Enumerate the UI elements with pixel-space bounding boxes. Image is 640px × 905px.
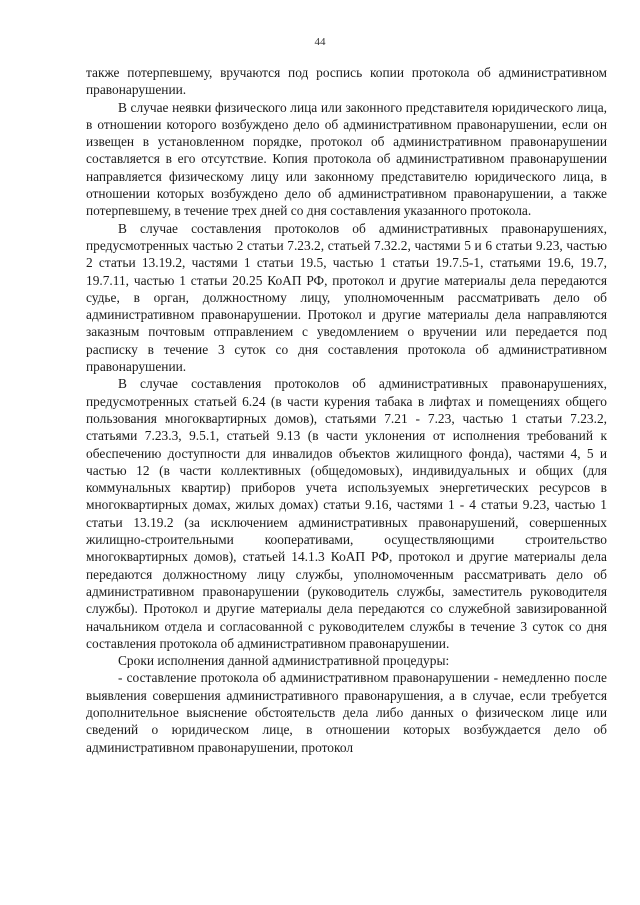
paragraph-absence-of-individual: В случае неявки физического лица или законного представителя юридического лица, в отношении которого возбуждено дело об административном правонарушении, если он извещен в установленном порядке, протокол об административном правонарушении составляется в его отсутствие. Копия протокола об административном правонарушении направляется физическому лицу или законному представителю юридического лица, в отношении которых возбуждено дело об административном правонарушении, а также потерпевшему, в течение трех дней со дня составления указанного протокола. xyxy=(86,99,607,219)
paragraph-continuation: также потерпевшему, вручаются под роспись копии протокола об административном правонарушении. xyxy=(86,65,607,98)
document-body xyxy=(86,64,607,756)
paragraph-protocols-to-service-official: В случае составления протоколов об административных правонарушениях, предусмотренных статьей 6.24 (в части курения табака в лифтах и помещениях общего пользования многоквартирных домов), статьями 7.21 - 7.23, частью 1 статьи 7.23.2, статьями 7.23.3, 9.5.1, статьей 9.13 (в части уклонения от исполнения требований к обеспечению доступности для инвалидов объектов жилищного фонда), частями 4, 5 и частью 12 (в части коллективных (общедомовых), индивидуальных и общих (для коммунальных квартир) приборов учета используемых энергетических ресурсов в многоквартирных домах, жилых домах) статьи 9.16, частями 1 - 4 статьи 9.23, частью 1 статьи 13.19.2 (за исключением административных правонарушений, совершенных жилищно-строительными кооперативами, осуществляющими строительство многоквартирных домов), статьей 14.1.3 КоАП РФ, протокол и другие материалы дела передаются должностному лицу службы, уполномоченным рассматривать дело об административном правонарушении (руководитель службы, заместитель руководителя службы). Протокол и другие материалы дела передаются со служебной завизированной начальником отдела и согласованной с руководителем службы в течение 3 суток со дня составления протокола об административном правонарушении. xyxy=(86,376,607,651)
page-number: 44 xyxy=(314,36,326,48)
paragraph-deadline-item: - составление протокола об административном правонарушении - немедленно после выявления совершения административного правонарушения, а в случае, если требуется дополнительное выяснение обстоятельств дела либо данных о физическом лице или сведений о юридическом лице, в отношении которых возбуждается дело об административном правонарушении, протокол xyxy=(86,670,607,755)
paragraph-protocols-to-court: В случае составления протоколов об административных правонарушениях, предусмотренных частью 2 статьи 7.23.2, статьей 7.32.2, частями 5 и 6 статьи 9.23, частью 2 статьи 13.19.2, частями 1 статьи 19.5, частью 1 статьи 19.7.5-1, статьями 19.6, 19.7, 19.7.11, частью 1 статьи 20.25 КоАП РФ, протокол и другие материалы дела передаются судье, в орган, должностному лицу, уполномоченным рассматривать дело об административном правонарушении. Протокол и другие материалы дела направляются заказным почтовым отправлением с уведомлением о вручении или передается под расписку в течение 3 суток со дня составления протокола об административном правонарушении. xyxy=(86,220,607,375)
paragraph-deadlines-heading: Сроки исполнения данной административной процедуры: xyxy=(118,653,450,669)
